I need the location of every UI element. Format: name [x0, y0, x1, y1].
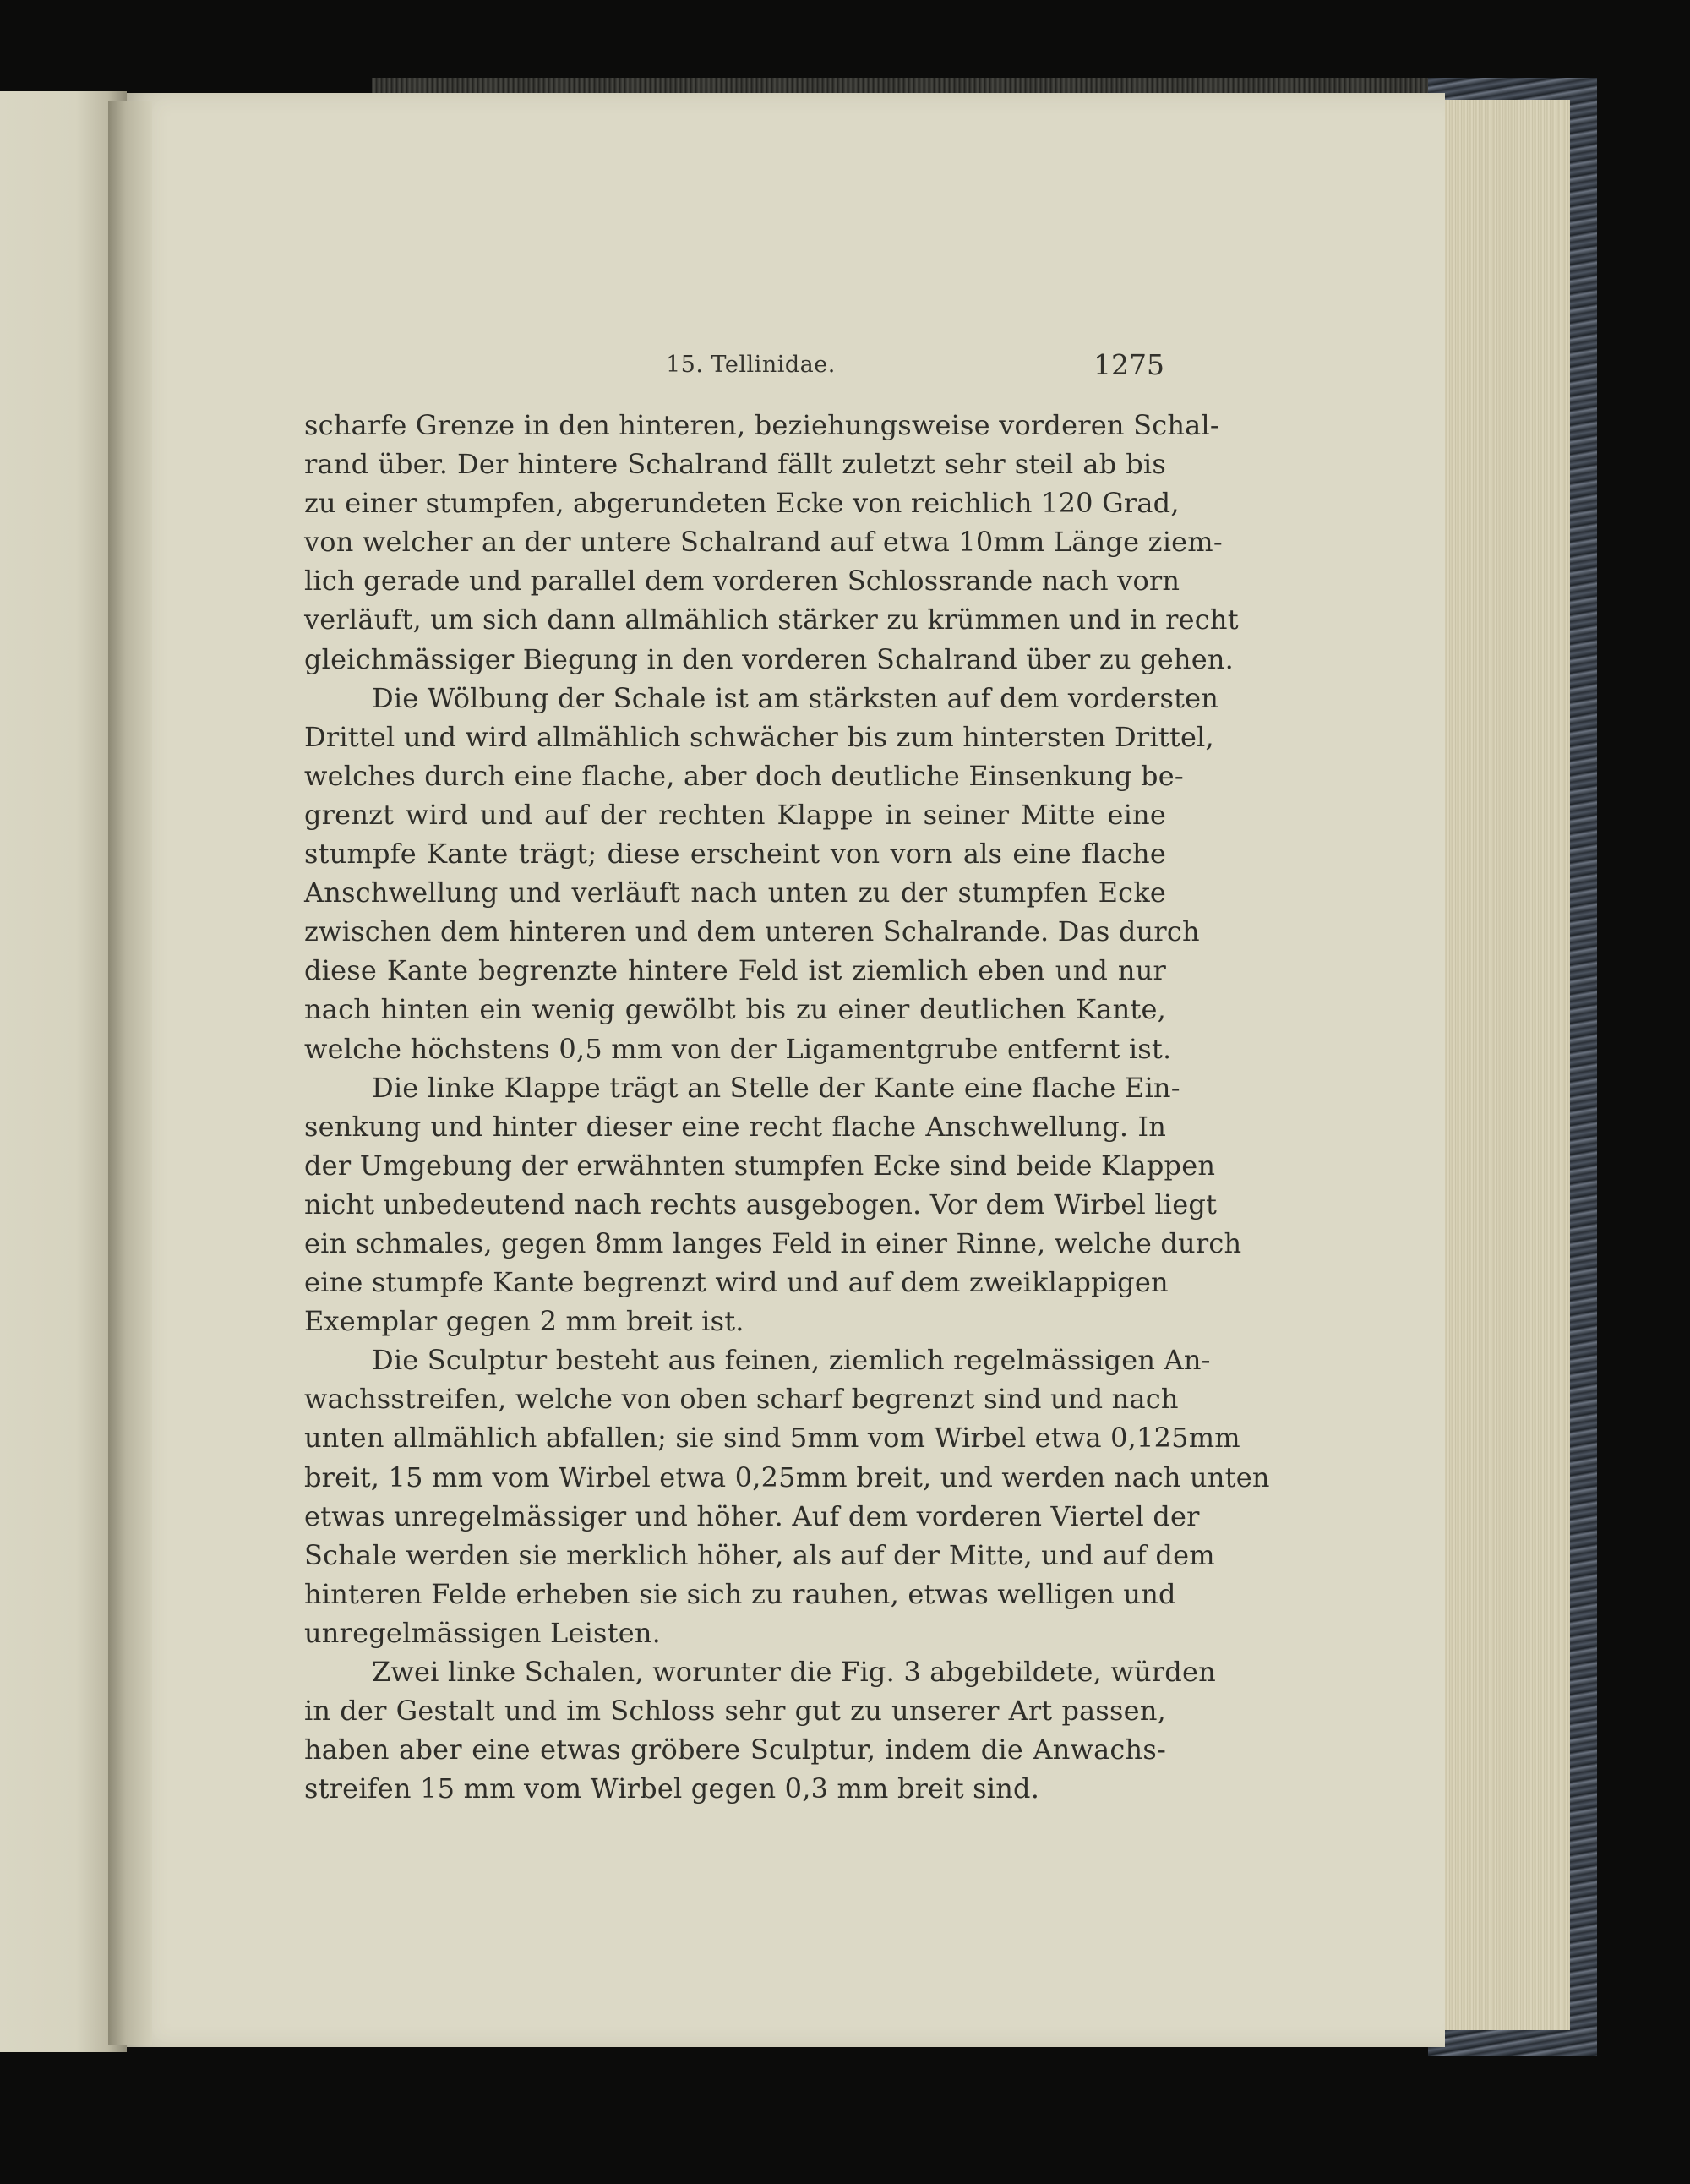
text-line: zwischen dem hinteren und dem unteren Schalrande. Das durch [304, 915, 1200, 948]
text-line: Zwei linke Schalen, worunter die Fig. 3 abgebildete, würden [372, 1656, 1216, 1688]
text-line: welches durch eine flache, aber doch deutliche Einsenkung be- [304, 759, 1184, 792]
text-line: welche höchstens 0,5 mm von der Ligamentgrube entfernt ist. [304, 1032, 1172, 1065]
text-line: haben aber eine etwas gröbere Sculptur, indem die Anwachs- [304, 1734, 1166, 1766]
text-line: hinteren Felde erheben sie sich zu rauhen, etwas welligen und [304, 1577, 1176, 1610]
text-line: etwas unregelmässiger und höher. Auf dem vorderen Viertel der [304, 1499, 1200, 1532]
text-line: Die Wölbung der Schale ist am stärksten auf dem vordersten [372, 681, 1219, 714]
text-line: diese Kante begrenzte hintere Feld ist ziemlich eben und nur [304, 954, 1166, 987]
text-line: Exemplar gegen 2 mm breit ist. [304, 1305, 744, 1338]
text-line: gleichmässiger Biegung in den vorderen Schalrand über zu gehen. [304, 642, 1235, 675]
page-body-text [304, 406, 1270, 1808]
text-line: breit, 15 mm vom Wirbel etwa 0,25mm breit, und werden nach unten [304, 1461, 1270, 1493]
text-line: Die Sculptur besteht aus feinen, ziemlich regelmässigen An- [372, 1344, 1211, 1377]
text-line: lich gerade und parallel dem vorderen Schlossrande nach vorn [304, 565, 1180, 598]
text-line: Drittel und wird allmählich schwächer bis zum hintersten Drittel, [304, 720, 1214, 753]
running-title: 15. Tellinidae. [666, 352, 836, 378]
text-line: von welcher an der untere Schalrand auf etwa 10mm Länge ziem- [304, 526, 1223, 559]
text-line: ein schmales, gegen 8mm langes Feld in einer Rinne, welche durch [304, 1226, 1242, 1259]
text-line: zu einer stumpfen, abgerundeten Ecke von reichlich 120 Grad, [304, 487, 1180, 520]
text-line: nach hinten ein wenig gewölbt bis zu einer deutlichen Kante, [304, 993, 1166, 1026]
page-number: 1275 [1093, 348, 1164, 381]
text-line: Schale werden sie merklich höher, als auf der Mitte, und auf dem [304, 1538, 1215, 1571]
text-line: wachsstreifen, welche von oben scharf begrenzt sind und nach [304, 1383, 1179, 1416]
text-line: Die linke Klappe trägt an Stelle der Kante eine flache Ein- [372, 1071, 1180, 1104]
page-edges [1438, 100, 1570, 2030]
page-gutter [108, 101, 152, 2045]
text-line: stumpfe Kante trägt; diese erscheint von vorn als eine flache [304, 838, 1166, 871]
text-line: unregelmässigen Leisten. [304, 1616, 662, 1649]
text-line: scharfe Grenze in den hinteren, beziehungsweise vorderen Schal- [304, 409, 1219, 441]
text-line: der Umgebung der erwähnten stumpfen Ecke sind beide Klappen [304, 1149, 1216, 1182]
text-line: senkung und hinter dieser eine recht flache Anschwellung. In [304, 1110, 1166, 1143]
text-line: eine stumpfe Kante begrenzt wird und auf dem zweiklappigen [304, 1266, 1169, 1299]
text-line: rand über. Der hintere Schalrand fällt zuletzt sehr steil ab bis [304, 448, 1166, 481]
text-line: nicht unbedeutend nach rechts ausgebogen. Vor dem Wirbel liegt [304, 1188, 1218, 1220]
text-line: unten allmählich abfallen; sie sind 5mm vom Wirbel etwa 0,125mm [304, 1422, 1240, 1455]
text-line: Anschwellung und verläuft nach unten zu der stumpfen Ecke [304, 876, 1166, 909]
text-line: grenzt wird und auf der rechten Klappe in seiner Mitte eine [304, 798, 1166, 831]
page-header [304, 348, 1164, 392]
text-line: in der Gestalt und im Schloss sehr gut zu unserer Art passen, [304, 1695, 1166, 1728]
text-line: verläuft, um sich dann allmählich stärker zu krümmen und in recht [304, 603, 1239, 636]
text-line: streifen 15 mm vom Wirbel gegen 0,3 mm breit sind. [304, 1772, 1040, 1805]
